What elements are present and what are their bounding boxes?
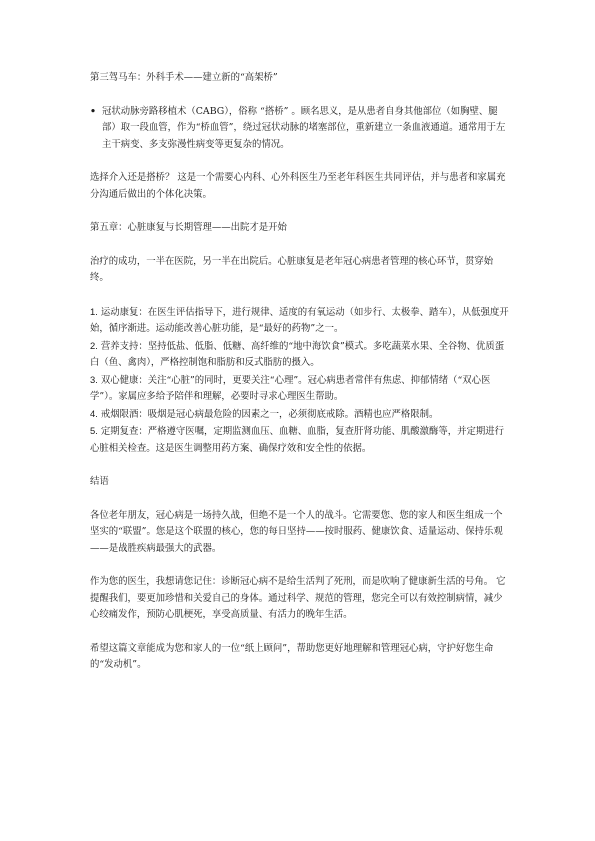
section-heading-surgery: 第三驾马车：外科手术——建立新的“高架桥” [90, 72, 278, 83]
paragraph-choice: 选择介入还是搭桥？ 这是一个需要心内科、心外科医生乃至老年科医生共同评估，并与患者和家属充分沟通后做出的个体化决策。 [90, 172, 506, 200]
list-item [90, 406, 510, 424]
document-page [90, 70, 510, 691]
list-text: 营养支持：坚持低盐、低脂、低糖、高纤维的“地中海饮食”模式。多吃蔬菜水果、全谷物、优质蛋白（鱼、禽肉），严格控制饱和脂肪和反式脂肪的摄入。 [90, 340, 505, 368]
list-number: 4. [90, 407, 98, 419]
list-text: 定期复查：严格遵守医嘱，定期监测血压、血糖、血脂，复查肝肾功能、肌酸激酶等，并定期进行心脏相关检查。这是医生调整用药方案、确保疗效和安全性的依据。 [90, 426, 504, 454]
list-number: 2. [90, 339, 98, 351]
list-item [90, 372, 510, 406]
list-text: 运动康复：在医生评估指导下，进行规律、适度的有氧运动（如步行、太极拳、踏车），从低强度开始，循序渐进。运动能改善心脏功能，是“最好的药物”之一。 [90, 306, 509, 334]
chapter-heading-rehab: 第五章：心脏康复与长期管理——出院才是开始 [90, 222, 287, 233]
paragraph-conclusion-2: 作为您的医生，我想请您记住：诊断冠心病不是给生活判了死刑，而是吹响了健康新生活的号角。 它提醒我们，要更加珍惜和关爱自己的身体。通过科学、规范的管理，您完全可以有效控制病情，减少心绞痛发作，预防心肌梗死，享受高质量、有活力的晚年生活。 [90, 576, 506, 620]
list-item [90, 338, 510, 372]
paragraph-conclusion-1: 各位老年朋友，冠心病是一场持久战，但绝不是一个人的战斗。它需要您、您的家人和医生组成一个坚实的“联盟”。您是这个联盟的核心，您的每日坚持——按时服药、健康饮食、适量运动、保持乐观——是战胜疾病最强大的武器。 [90, 509, 503, 554]
paragraph-rehab-intro: 治疗的成功，一半在医院，另一半在出院后。心脏康复是老年冠心病患者管理的核心环节，贯穿始终。 [90, 255, 494, 283]
list-number: 1. [90, 305, 98, 317]
list-text: 双心健康：关注“心脏”的同时，更要关注“心理”。冠心病患者常伴有焦虑、抑郁情绪（“双心医学”）。家属应多给予陪伴和理解，必要时寻求心理医生帮助。 [90, 374, 491, 402]
bullet-text: 冠状动脉旁路移植术（CABG），俗称 “搭桥” 。顾名思义，是从患者自身其他部位（如胸壁、腿部）取一段血管，作为“桥血管”，绕过冠状动脉的堵塞部位，重新建立一条血液通道。通常用于左主干病变、多支弥漫性病变等更复杂的情况。 [102, 105, 506, 150]
rehab-list [90, 304, 510, 458]
list-number: 3. [90, 373, 98, 385]
bullet-marker: • [90, 105, 96, 117]
list-item [90, 423, 510, 457]
list-item [90, 304, 510, 338]
list-text: 戒烟限酒：吸烟是冠心病最危险的因素之一，必须彻底戒除。酒精也应严格限制。 [100, 408, 439, 420]
conclusion-heading: 结语 [90, 476, 109, 487]
bullet-item-cabg [90, 104, 510, 154]
list-number: 5. [90, 425, 98, 436]
paragraph-conclusion-3: 希望这篇文章能成为您和家人的一位“纸上顾问”，帮助您更好地理解和管理冠心病，守护好您生命的“发动机”。 [90, 642, 494, 670]
